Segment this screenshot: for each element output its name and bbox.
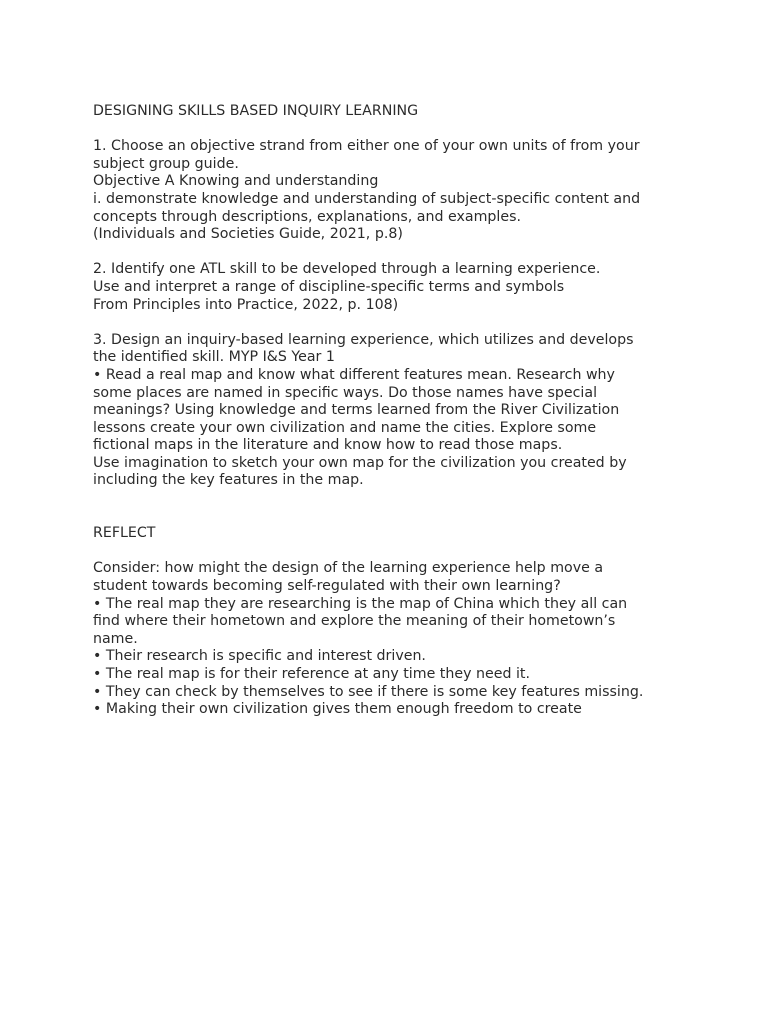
- spacer: [93, 121, 693, 139]
- step2-section: [93, 261, 693, 314]
- step3-line: some places are named in specific ways. Do those names have special: [93, 384, 598, 401]
- step3-line: Use imagination to sketch your own map for the civilization you created by: [93, 454, 627, 471]
- spacer: [93, 543, 693, 561]
- step3-line: the identified skill. MYP I&S Year 1: [93, 349, 335, 366]
- step3-line: fictional maps in the literature and know how to read those maps.: [93, 437, 563, 454]
- document-title: DESIGNING SKILLS BASED INQUIRY LEARNING: [93, 103, 419, 119]
- reflect-line: • They can check by themselves to see if there is some key features missing.: [93, 683, 644, 700]
- step1-line: Objective A Knowing and understanding: [93, 173, 379, 190]
- step3-line: 3. Design an inquiry-based learning experience, which utilizes and develops: [93, 331, 634, 348]
- step3-line: including the key features in the map.: [93, 472, 364, 489]
- spacer: [93, 244, 693, 262]
- reflect-line: • Their research is specific and interest driven.: [93, 648, 426, 665]
- spacer: [93, 314, 693, 332]
- step1-line: i. demonstrate knowledge and understanding of subject-specific content and: [93, 190, 641, 207]
- step2-line: From Principles into Practice, 2022, p. 108): [93, 296, 399, 313]
- step1-section: [93, 138, 693, 244]
- reflect-heading: REFLECT: [93, 525, 156, 542]
- step1-line: (Individuals and Societies Guide, 2021, p.8): [93, 226, 403, 243]
- document-page: [93, 103, 693, 719]
- reflect-line: name.: [93, 630, 138, 647]
- spacer: [93, 490, 693, 525]
- reflect-line: • The real map they are researching is the map of China which they all can: [93, 595, 628, 612]
- reflect-line: find where their hometown and explore the meaning of their hometown’s: [93, 613, 616, 630]
- step3-section: [93, 332, 693, 490]
- reflect-line: student towards becoming self-regulated with their own learning?: [93, 578, 561, 595]
- step1-line: concepts through descriptions, explanations, and examples.: [93, 208, 521, 225]
- reflect-line: Consider: how might the design of the learning experience help move a: [93, 560, 604, 577]
- step2-line: Use and interpret a range of discipline-specific terms and symbols: [93, 278, 565, 295]
- step3-line: meanings? Using knowledge and terms learned from the River Civilization: [93, 402, 620, 419]
- step3-line: lessons create your own civilization and name the cities. Explore some: [93, 419, 597, 436]
- step1-line: subject group guide.: [93, 155, 239, 172]
- step3-line: • Read a real map and know what different features mean. Research why: [93, 366, 615, 383]
- step1-line: 1. Choose an objective strand from either one of your own units of from your: [93, 138, 640, 155]
- step2-line: 2. Identify one ATL skill to be developed through a learning experience.: [93, 261, 601, 278]
- reflect-section: [93, 560, 693, 718]
- reflect-line: • Making their own civilization gives them enough freedom to create: [93, 701, 582, 718]
- reflect-line: • The real map is for their reference at any time they need it.: [93, 666, 530, 682]
